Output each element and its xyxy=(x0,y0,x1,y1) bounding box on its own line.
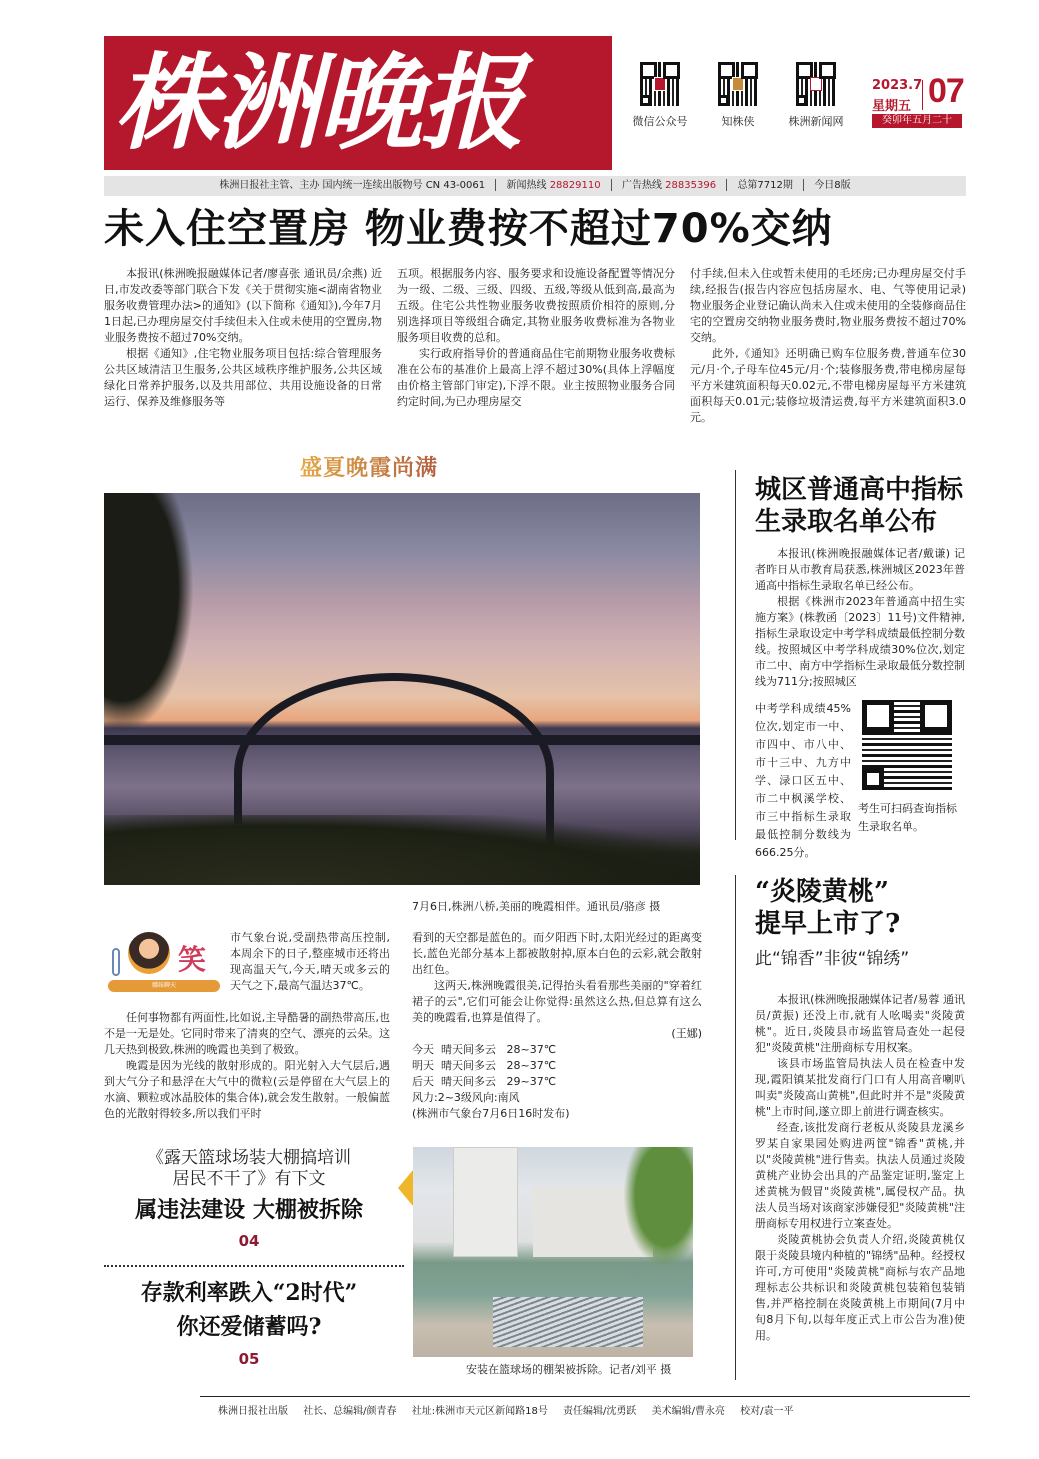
weather-column-badge xyxy=(108,932,223,997)
publisher-info: 株洲日报社主管、主办 国内统一连续出版物号 CN 43-0061 xyxy=(219,180,486,191)
sidebar-2-title-line1: “炎陵黄桃” xyxy=(755,877,889,907)
masthead xyxy=(104,36,612,170)
dismantled-frames xyxy=(493,1297,643,1347)
author-byline: (王娜) xyxy=(671,1027,702,1040)
divider xyxy=(726,179,727,191)
ad-hotline: 28835396 xyxy=(665,180,717,191)
paragraph: 该县市场监管局执法人员在检查中发现,霞阳镇某批发商行门口有人用高音喇叭叫卖"炎陵高山黄桃",但此时并不是"炎陵黄桃"上市时间,遂立即上前进行调查核实。 xyxy=(755,1057,965,1118)
paragraph: 晚霞是因为光线的散射形成的。阳光射入大气层后,遇到大气分子和悬浮在大气中的微粒(云是停留在大气层上的水滴、颗粒或冰晶胶体的集合体),就会发生散射。一般偏蓝色的光散射得较多,所以我们平时 xyxy=(104,1059,390,1120)
ad-hotline-label: 广告热线 xyxy=(621,180,662,191)
teaser-2-headline[interactable] xyxy=(104,1276,394,1344)
teaser-1-page[interactable]: 04 xyxy=(238,1232,260,1250)
footer-rule xyxy=(200,1396,970,1397)
footer-publisher: 株洲日报社出版 xyxy=(218,1406,288,1417)
footer xyxy=(218,1402,806,1417)
sidebar-1-body xyxy=(755,546,965,690)
paragraph: 这两天,株洲晚霞很美,记得抬头看看那些美丽的"穿着红裙子的云",它们可能会让你觉得:虽然这么热,但总算有这么美的晚霞看,也算是值得了。 xyxy=(412,979,702,1024)
paragraph: 任何事物都有两面性,比如说,主导酷暑的副热带高压,也不是一无是处。它同时带来了清爽的空气、漂亮的云朵。这几天热到极致,株洲的晚霞也美到了极致。 xyxy=(104,1011,390,1056)
qr-code-icon[interactable] xyxy=(862,700,952,790)
qr-code-icon xyxy=(718,62,758,106)
paragraph: 市气象台说,受副热带高压控制,本周余下的日子,整座城市还将出现高温天气,今天,晴天或多云的天气之下,最高气温达37℃。 xyxy=(230,931,390,992)
paragraph: 根据《株洲市2023年普通高中招生实施方案》(株教函〔2023〕11号)文件精神,指标生录取设定中考学科成绩最低控制分数线。按照城区中考学科成绩30%位次,划定市二中、南方中学指标生录取最低分数控制线为711分;按照城区 xyxy=(755,595,965,688)
columnist-avatar xyxy=(128,932,170,974)
issue-number: 总第7712期 xyxy=(737,180,793,191)
lead-column-3 xyxy=(690,266,966,426)
forecast-tomorrow: 明天 晴天间多云 28~37℃ xyxy=(412,1059,557,1072)
basketball-court-photo xyxy=(413,1147,693,1357)
forecast-day-after: 后天 晴天间多云 29~37℃ xyxy=(412,1075,557,1088)
tree-silhouette xyxy=(104,493,194,733)
building xyxy=(453,1147,518,1257)
bridge-sunset-photo xyxy=(104,493,700,885)
newspaper-title: 株洲晚报 xyxy=(114,41,523,164)
sidebar-1-narrow-text xyxy=(755,700,851,862)
page-count: 今日8版 xyxy=(814,180,851,191)
shore-foliage xyxy=(104,815,700,885)
paragraph: 看到的天空都是蓝色的。而夕阳西下时,太阳光经过的距离变长,蓝色光部分基本上都被散射掉,原本白色的云彩,就会散射出红色。 xyxy=(412,931,702,976)
qr-note: 考生可扫码查询指标生录取名单。 xyxy=(858,802,957,833)
wind-info: 风力:2~3级风向:南风 xyxy=(412,1091,520,1104)
footer-address: 社址:株洲市天元区新闻路18号 xyxy=(411,1406,548,1417)
thermometer-icon xyxy=(112,948,120,976)
lead-column-1 xyxy=(104,266,382,410)
paragraph: 此外,《通知》还明确已购车位服务费,普通车位30元/月·个,子母车位45元/月·个;装修服务费,带电梯房屋每平方米建筑面积每天0.02元,不带电梯房屋每平方米建筑面积每天0.01元;装修垃圾清运费,每平方米建筑面积3.0元。 xyxy=(690,347,966,424)
info-bar xyxy=(104,176,966,196)
qr-label: 微信公众号 xyxy=(632,115,688,128)
feature-section-title: 盛夏晚霞尚满 xyxy=(300,451,438,482)
badge-label: 娜妹聊天 xyxy=(108,980,220,992)
bridge-photo-caption: 7月6日,株洲八桥,美丽的晚霞相伴。通讯员/骆彦 摄 xyxy=(412,900,661,913)
date-divider xyxy=(922,80,923,110)
paragraph: 实行政府指导价的普通商品住宅前期物业服务收费标准在公布的基准价上最高上浮不超过30%(具体上浮幅度由价格主管部门审定),下浮不限。业主按照物业服务合同约定时间,为已办理房屋交 xyxy=(397,347,675,408)
footer-editor: 责任编辑/沈勇跃 xyxy=(563,1406,637,1417)
footer-art-editor: 美术编辑/曹永亮 xyxy=(651,1406,725,1417)
qr-zhizhuxia[interactable] xyxy=(700,62,776,129)
headline-line: 你还爱储蓄吗? xyxy=(176,1314,322,1340)
sidebar-2-body xyxy=(755,992,965,1344)
qr-label: 知株侠 xyxy=(721,115,755,128)
kicker-line: 《露天篮球场装大棚搞培训 xyxy=(147,1148,351,1168)
lead-headline: 未入住空置房 物业费按不超过70%交纳 xyxy=(104,206,833,252)
qr-code-icon xyxy=(796,62,836,106)
paragraph: 经查,该批发商行老板从炎陵县龙溪乡罗某自家果园处购进两筐"锦香"黄桃,并以"炎陵黄桃"进行售卖。执法人员通过炎陵黄桃产业协会出具的产品鉴定证明,鉴定上述黄桃为假冒"炎陵黄桃",属侵权产品。执法人员当场对该商家涉嫌侵犯"炎陵黄桃"注册商标专用权进行立案查处。 xyxy=(755,1121,965,1230)
headline-line: 存款利率跌入“2时代” xyxy=(140,1280,358,1306)
bridge-deck xyxy=(104,735,700,745)
qr-code-icon xyxy=(640,62,680,106)
footer-chief-editor: 社长、总编辑/颜青春 xyxy=(303,1406,397,1417)
forecast-today: 今天 晴天间多云 28~37℃ xyxy=(412,1043,557,1056)
forecast-source: (株洲市气象台7月6日16时发布) xyxy=(412,1107,570,1120)
dotted-divider xyxy=(104,1265,404,1267)
sidebar-1-title-line2: 生录取名单公布 xyxy=(755,507,938,537)
feature-column-1 xyxy=(104,1010,390,1122)
paragraph: 本报讯(株洲晚报融媒体记者/易蓉 通讯员/黄振) 还没上市,就有人吆喝卖"炎陵黄桃"。近日,炎陵县市场监管局查处一起侵犯"炎陵黄桃"注册商标专用权案。 xyxy=(755,993,965,1054)
paragraph: 根据《通知》,住宅物业服务项目包括:综合管理服务公共区域清洁卫生服务,公共区域秩序维护服务,公共区域绿化日常养护服务,以及共用部位、共用设施设备的日常运行、保养及维修服务等 xyxy=(104,347,382,408)
qr-label: 株洲新闻网 xyxy=(788,115,844,128)
news-hotline-label: 新闻热线 xyxy=(506,180,547,191)
paragraph: 炎陵黄桃协会负责人介绍,炎陵黄桃仅限于炎陵县境内种植的"锦绣"品种。经授权许可,方可使用"炎陵黄桃"商标与农产品地理标志公共标识和炎陵黄桃包装箱包装销售,并严格控制在炎陵黄桃上市期间(7月中旬8月下旬,以每年度正式上市公告为准)使用。 xyxy=(755,1233,965,1342)
column-divider xyxy=(735,875,736,1380)
court-photo-caption: 安装在篮球场的棚架被拆除。记者/刘平 摄 xyxy=(466,1363,672,1376)
qr-zhuzhou-news[interactable] xyxy=(778,62,854,129)
column-divider xyxy=(735,470,736,840)
date-lunar: 癸卯年五月二十 xyxy=(872,114,962,128)
paragraph: 本报讯(株洲晚报融媒体记者/戴谦) 记者昨日从市教育局获悉,株洲城区2023年普通高中指标生录取名单已经公布。 xyxy=(755,547,965,592)
paragraph: 本报讯(株洲晚报融媒体记者/廖喜张 通讯员/余燕) 近日,市发改委等部门联合下发《关于贯彻实施<湖南省物业服务收费管理办法>的通知》(以下简称《通知》),今年7月1日起,已办理房屋交付手续但未入住或未使用的空置房,物业服务费按不超过70%交纳。 xyxy=(104,267,382,344)
teaser-1-headline[interactable]: 属违法建设 大棚被拆除 xyxy=(135,1198,363,1223)
badge-word: 笑 xyxy=(178,943,207,976)
paragraph: 付手续,但未入住或暂未使用的毛坯房;已办理房屋交付手续,经报告(报告内容应包括房屋水、电、气等使用记录)物业服务企业登记确认尚未入住或未使用的全装修商品住宅的空置房交纳物业服务费时,物业服务费按不超过70%交纳。 xyxy=(690,267,966,344)
divider xyxy=(611,179,612,191)
divider xyxy=(803,179,804,191)
paragraph: 五项。根据服务内容、服务要求和设施设备配置等情况分为一级、二级、三级、四级、五级,等级从低到高,最高为五级。住宅公共性物业服务收费按照质价相符的原则,分别选择项目等级组合确定,其物业服务收费标准为各物业服务项目收费的总和。 xyxy=(397,267,675,344)
footer-proofreader: 校对/袁一平 xyxy=(740,1406,794,1417)
trees xyxy=(623,1147,693,1267)
sidebar-2-title-line2: 提早上市了? xyxy=(755,909,901,939)
date-year-month: 2023.7 xyxy=(872,78,923,93)
date-weekday: 星期五 xyxy=(872,99,912,114)
date-day: 07 xyxy=(928,72,964,110)
sidebar-2-subtitle: 此“锦香”非彼“锦绣” xyxy=(755,949,910,969)
teaser-1-kicker[interactable] xyxy=(104,1148,394,1190)
lead-column-2 xyxy=(397,266,675,410)
sidebar-1-title-line1: 城区普通高中指标 xyxy=(755,475,964,505)
kicker-line: 居民不干了》有下文 xyxy=(172,1169,326,1189)
divider xyxy=(495,179,496,191)
feature-intro xyxy=(230,930,390,994)
teaser-2-page[interactable]: 05 xyxy=(238,1350,260,1368)
news-hotline: 28829110 xyxy=(549,180,601,191)
paragraph: 中考学科成绩45%位次,划定市一中、市四中、市八中、市十三中、九方中学、渌口区五中、市二中枫溪学校、市三中指标生录取最低控制分数线为666.25分。 xyxy=(755,702,851,859)
arrow-left-icon xyxy=(398,1170,413,1206)
qr-wechat[interactable] xyxy=(622,62,698,129)
feature-column-2 xyxy=(412,930,702,1122)
